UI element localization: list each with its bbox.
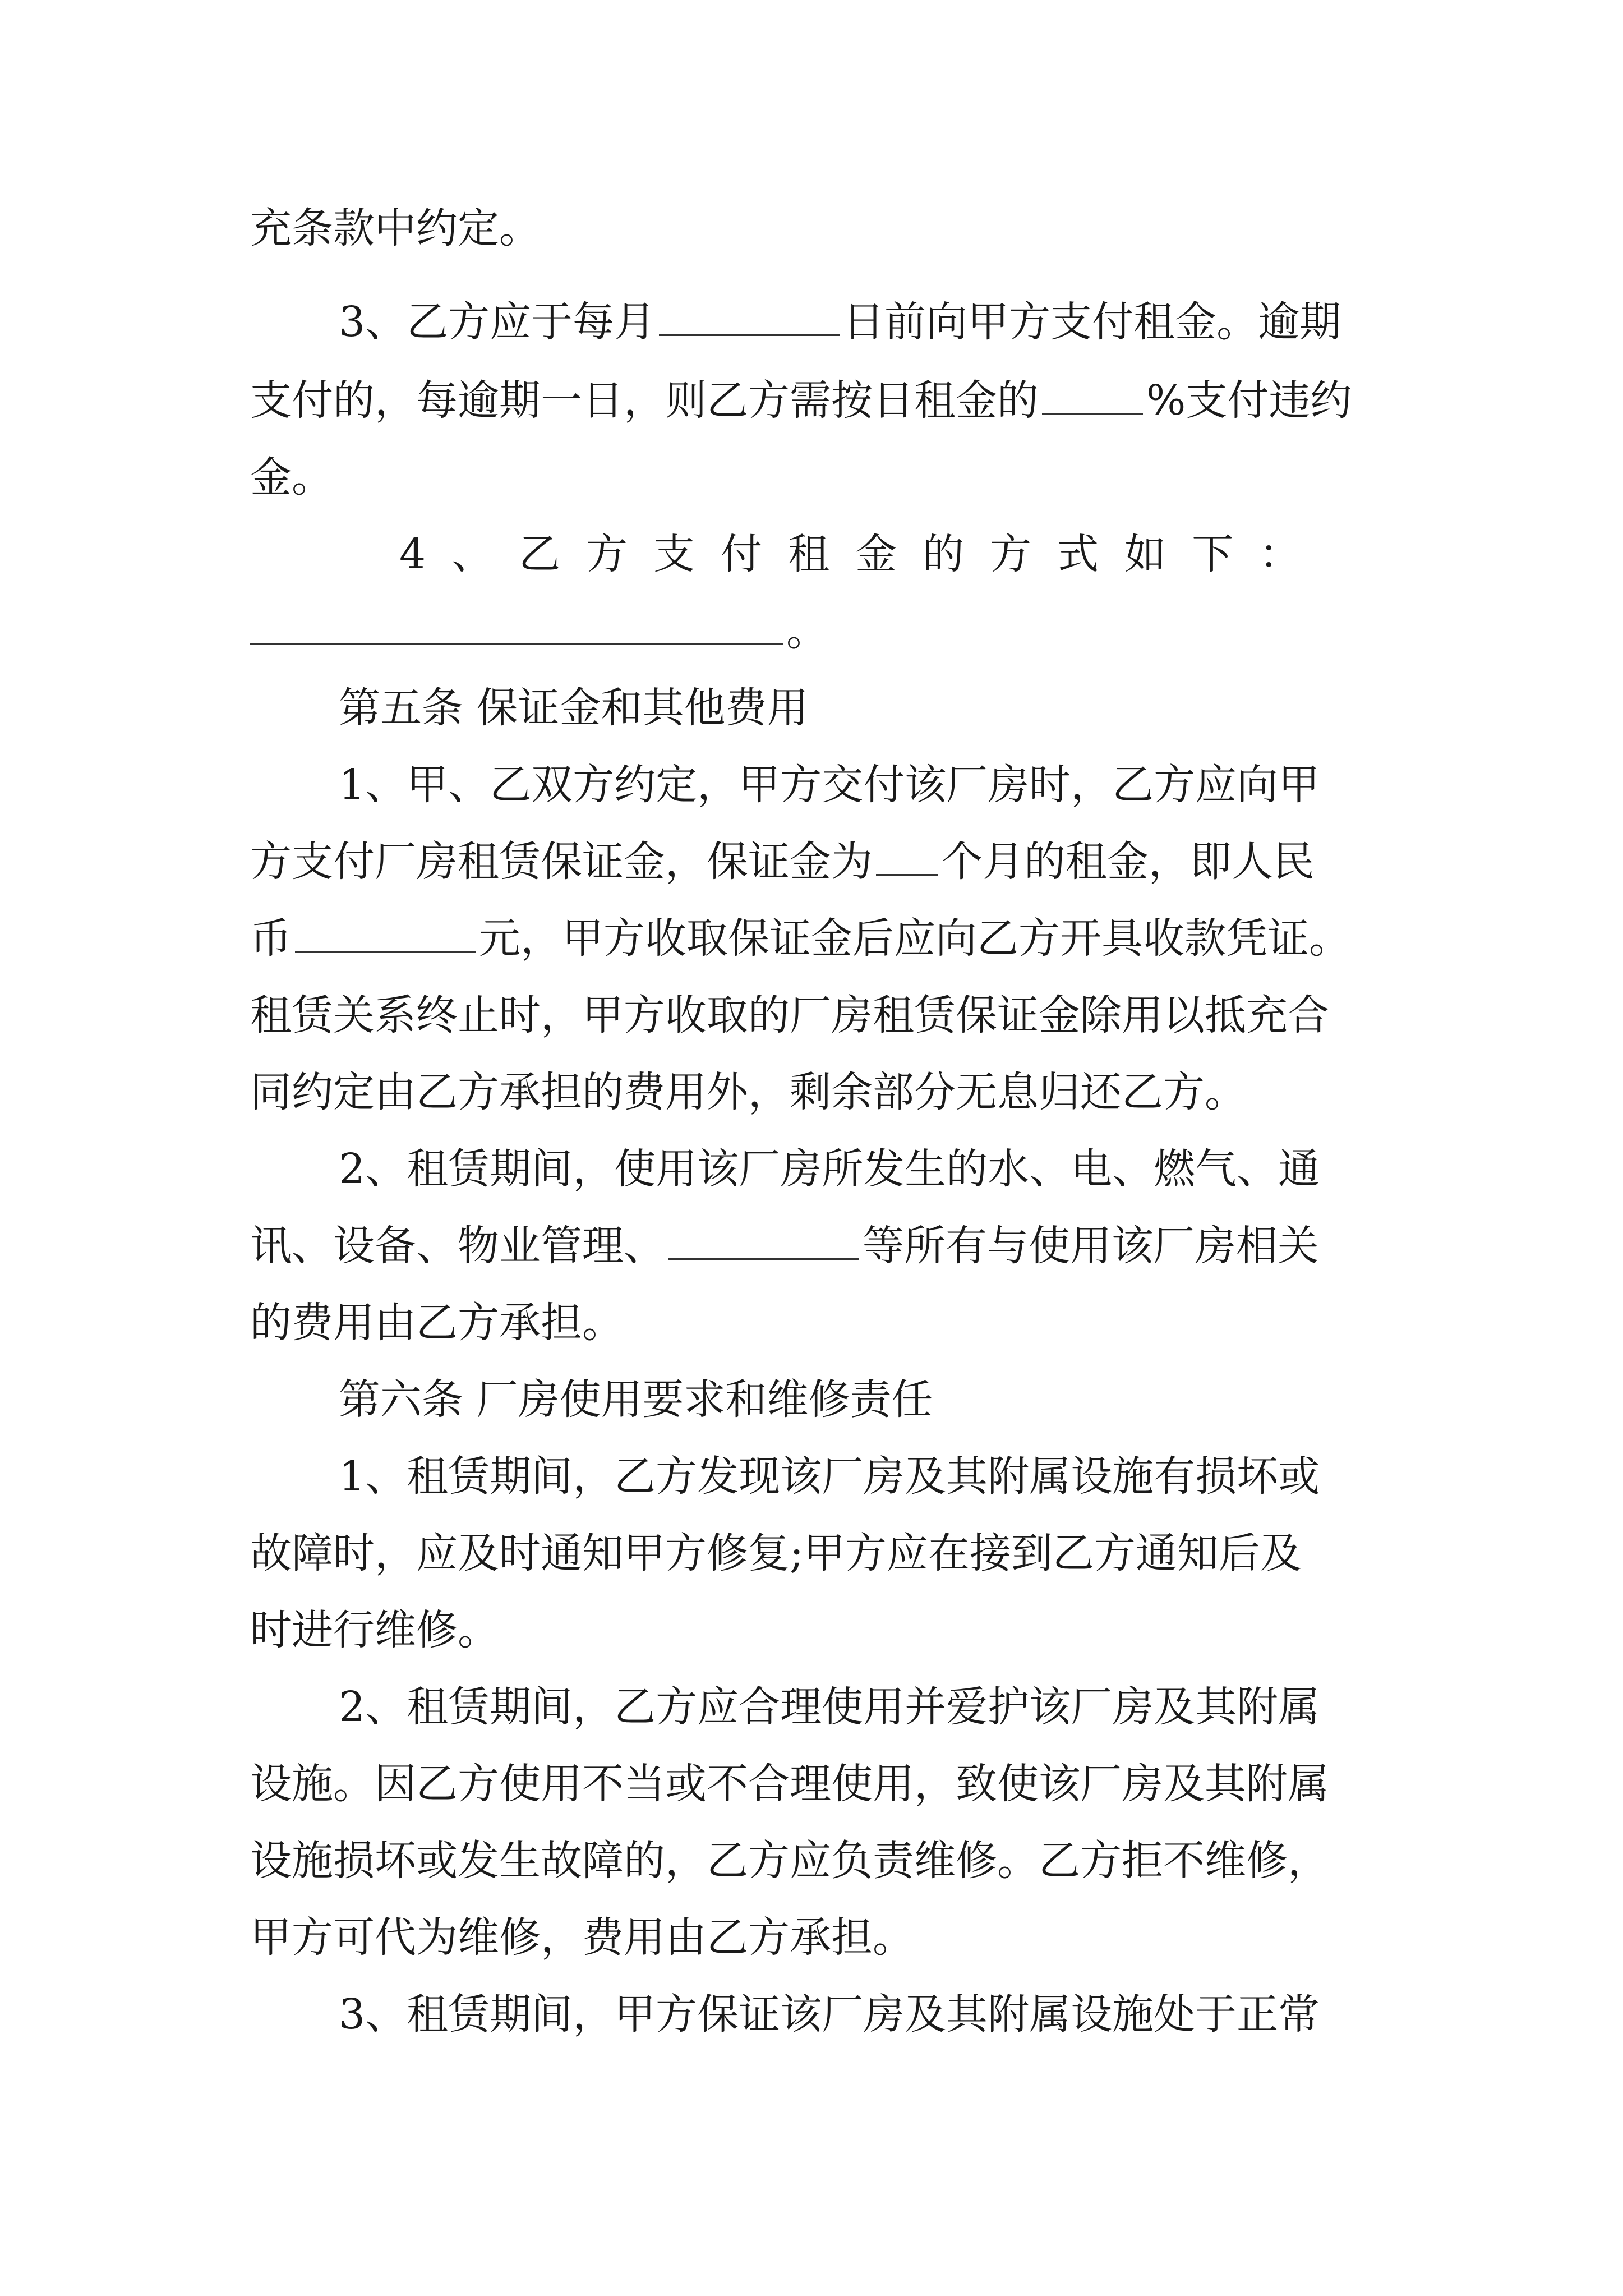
text-line [250,1525,1302,1581]
text-line [250,603,828,659]
text-line [250,1910,914,1966]
section-heading [339,680,809,736]
text-line [339,1986,1320,2042]
text-line [250,1064,1246,1120]
text-line [250,1833,1329,1889]
text-line [339,757,1320,813]
text-segment: 时进行维修。 [250,1606,499,1654]
text-line [250,987,1329,1043]
blank-underline [668,1220,859,1260]
text-segment: 等所有与使用该厂房相关 [863,1222,1319,1270]
text-segment: 。 [786,607,828,655]
text-segment: 金。 [250,453,333,501]
text-line [339,294,1341,350]
text-line [339,1448,1320,1504]
text-segment: 2、租赁期间，使用该厂房所发生的水、电、燃气、通 [339,1145,1320,1193]
text-segment: 日前向甲方支付租金。逾期 [843,298,1341,346]
text-segment: 3、租赁期间，甲方保证该厂房及其附属设施处于正常 [339,1990,1320,2039]
text-segment: 2、租赁期间，乙方应合理使用并爱护该厂房及其附属 [339,1683,1320,1731]
text-segment: 租赁关系终止时，甲方收取的厂房租赁保证金除用以抵充合 [250,991,1329,1039]
text-line [339,1141,1320,1197]
blank-underline [1042,375,1143,415]
text-segment: 支付的，每逾期一日，则乙方需按日租金的 [250,376,1039,425]
text-line [250,449,333,505]
text-segment: 1、甲、乙双方约定，甲方交付该厂房时，乙方应向甲 [339,761,1320,809]
text-line [250,200,541,256]
text-line [250,834,1315,890]
text-segment: 4、乙方支付租金的方式如下： [399,530,1327,578]
text-line [250,372,1352,429]
text-segment: %支付违约 [1146,376,1352,425]
text-segment: 甲方可代为维修，费用由乙方承担。 [250,1913,914,1962]
text-segment: 元，甲方收取保证金后应向乙方开具收款凭证。 [479,914,1350,963]
blank-underline [659,296,840,336]
text-segment: 同约定由乙方承担的费用外，剩余部分无息归还乙方。 [250,1068,1246,1116]
text-line [250,1218,1319,1274]
text-line [250,1756,1329,1812]
text-segment: 讯、设备、物业管理、 [250,1222,665,1270]
text-segment: 设施。因乙方使用不当或不合理使用，致使该厂房及其附属 [250,1760,1329,1808]
text-segment: 故障时，应及时通知甲方修复;甲方应在接到乙方通知后及 [250,1529,1302,1577]
text-line [399,526,1326,582]
blank-underline [876,836,938,876]
blank-underline [295,913,476,953]
text-line [339,1679,1320,1735]
text-line [250,1295,624,1351]
text-segment: 个月的租金，即人民 [941,838,1315,886]
text-line [250,910,1350,967]
text-segment: 设施损坏或发生故障的，乙方应负责维修。乙方拒不维修， [250,1837,1329,1885]
text-segment: 币 [250,914,292,963]
text-segment: 1、租赁期间，乙方发现该厂房及其附属设施有损坏或 [339,1452,1320,1501]
text-line [250,1602,499,1658]
text-segment: 的费用由乙方承担。 [250,1299,624,1347]
text-segment: 方支付厂房租赁保证金，保证金为 [250,838,873,886]
text-segment: 第六条 厂房使用要求和维修责任 [339,1375,933,1424]
section-heading [339,1372,933,1428]
text-segment: 充条款中约定。 [250,204,541,252]
text-segment: 第五条 保证金和其他费用 [339,684,809,732]
blank-underline [250,605,783,645]
text-segment: 3、乙方应于每月 [339,298,656,346]
